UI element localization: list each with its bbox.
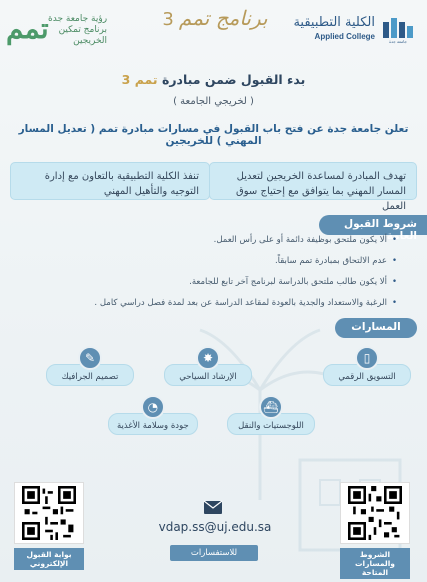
food-icon: ◔	[141, 395, 165, 419]
path-label: جودة وسلامة الأغذية	[108, 413, 198, 435]
vision-line-1: رؤية جامعة جدة	[48, 13, 108, 24]
ship-icon: ⛴	[259, 395, 283, 419]
path-logistics	[227, 395, 315, 435]
qr-code-icon[interactable]	[14, 482, 84, 544]
initiative-goal-box: تهدف المبادرة لمساعدة الخريجين لتعديل المسار المهني بما يتوافق مع إحتياج سوق العمل	[209, 162, 417, 200]
initiative-partner-box: تنفذ الكلية التطبيقية بالتعاون مع إدارة التوجيه والتأهيل المهني	[10, 162, 210, 200]
path-tour-guidance	[164, 346, 252, 386]
qr-code-icon[interactable]	[340, 482, 410, 544]
college-name-ar: الكلية التطبيقية	[293, 15, 375, 30]
conditions-heading: شروط القبول العامة	[319, 215, 427, 235]
tamam-logo-mark: تمم	[6, 12, 49, 45]
path-label: التسويق الرقمي	[323, 364, 411, 386]
conditions-list	[87, 234, 397, 318]
vision-line-3: الخريجين	[73, 35, 108, 46]
program-title-text: برنامج تمم	[178, 6, 268, 30]
contact-email[interactable]: vdap.ss@uj.edu.sa	[158, 520, 272, 534]
tourism-icon: ✸	[196, 346, 220, 370]
university-logo-icon	[381, 16, 415, 44]
phone-icon: ▯	[355, 346, 379, 370]
applied-college-logo	[265, 10, 415, 50]
headline-prefix: بدء القبول ضمن مبادرة	[161, 72, 306, 87]
program-number: 3	[162, 9, 174, 30]
graduates-empowerment-logo	[6, 6, 141, 54]
condition-item: • ألا يكون طالب ملتحق بالدراسة لبرنامج آخر تابع للجامعة.	[87, 276, 397, 288]
program-title	[150, 6, 280, 56]
path-label: اللوجستيات والنقل	[227, 413, 315, 435]
vision-line-2: برنامج تمكين	[58, 24, 108, 35]
path-digital-marketing	[323, 346, 411, 386]
university-small-label: جامعة جدة	[389, 39, 407, 44]
headline-subtitle: ( لخريجي الجامعة )	[173, 96, 254, 107]
design-icon: ✎	[78, 346, 102, 370]
mail-icon	[203, 500, 223, 515]
condition-item: • عدم الالتحاق بمبادرة تمم سابقاً.	[87, 255, 397, 267]
announcement-text: تعلن جامعة جدة عن فتح باب القبول في مسارات مبادرة تمم ( تعديل المسار المهني ) للخريجين	[18, 123, 409, 147]
path-graphic-design	[46, 346, 134, 386]
path-label: الإرشاد السياحي	[164, 364, 252, 386]
condition-item: • الرغبة والاستعداد والجدية بالعودة لمقاعد الدراسة عن بعد لمدة فصل دراسي كامل .	[87, 297, 397, 309]
qr-admission-label: بوابة القبول الإلكتروني	[14, 548, 84, 570]
path-label: تصميم الجرافيك	[46, 364, 134, 386]
paths-heading: المسارات	[335, 318, 417, 338]
headline-accent: تمم 3	[121, 72, 158, 87]
path-food-safety	[108, 395, 198, 435]
qr-paths-conditions[interactable]	[340, 482, 410, 579]
college-name-en: Applied College	[314, 32, 375, 41]
qr-paths-label: الشروط والمسارات المتاحة	[340, 548, 410, 579]
headline	[0, 72, 427, 87]
qr-admission-portal[interactable]	[14, 482, 84, 570]
inquiries-button[interactable]: للاستفسارات	[170, 545, 258, 561]
condition-item: • ألا يكون ملتحق بوظيفة دائمة أو على رأس العمل.	[87, 234, 397, 246]
